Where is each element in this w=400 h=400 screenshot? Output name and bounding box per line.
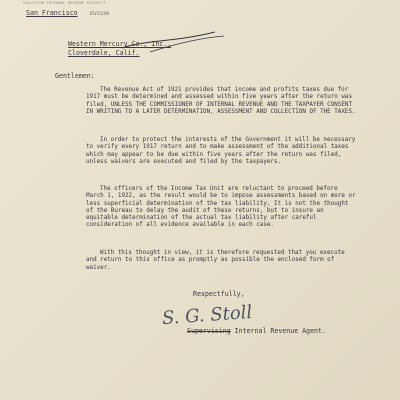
struck-title-word: Supervising xyxy=(187,327,231,335)
handwritten-signature: S. G. Stoll xyxy=(161,301,253,330)
paragraph: In order to protect the interests of the Government it will be necessary to verify every 1917 return and to make assessment of the additional taxes which may appear to be due within five years after the return was filed, unless waivers are executed and filed by the taxpayers. xyxy=(86,137,356,165)
salutation: Gentlemen: xyxy=(55,72,95,80)
addressee-name: Western Mercury Co., Inc., xyxy=(68,40,172,48)
letterhead-text: COLLECTOR INTERNAL REVENUE DISTRICT xyxy=(23,1,106,5)
paragraph: The officers of the Income Tax Unit are reluctant to proceed before March 1, 1922, as the result would be to impose assessments based on more or less superficial determination of the tax liability. It is not the thought of the Bureau to delay the audit of these returns, but to insure an equitable determination of the actual tax liability after careful consideration of all evidence available in each case. xyxy=(86,186,356,229)
addressee-city: Cloverdale, Calif. xyxy=(68,49,140,57)
signer-title-text: Internal Revenue Agent. xyxy=(234,327,326,335)
signer-title xyxy=(187,327,326,335)
paragraph: With this thought in view, it is therefore requested that you execute and return to this office as promptly as possible the enclosed form of waiver. xyxy=(86,250,345,271)
district-city: San Francisco xyxy=(26,9,78,17)
district-line xyxy=(26,9,109,17)
closing: Respectfully, xyxy=(193,290,245,298)
paragraph: The Revenue Act of 1921 provides that income and profits taxes due for 1917 must be determined and assessed within five years after the return was filed, UNLESS THE COMMISSIONER OF INTERNAL REVENUE AND THE TAXPAYER CONSENT IN WRITING TO A LATER DETERMINATION, ASSESSMENT AND COLLECTION OF THE TAXES. xyxy=(86,87,356,115)
district-label: DIVISION xyxy=(89,11,109,16)
addressee-block xyxy=(68,40,171,58)
